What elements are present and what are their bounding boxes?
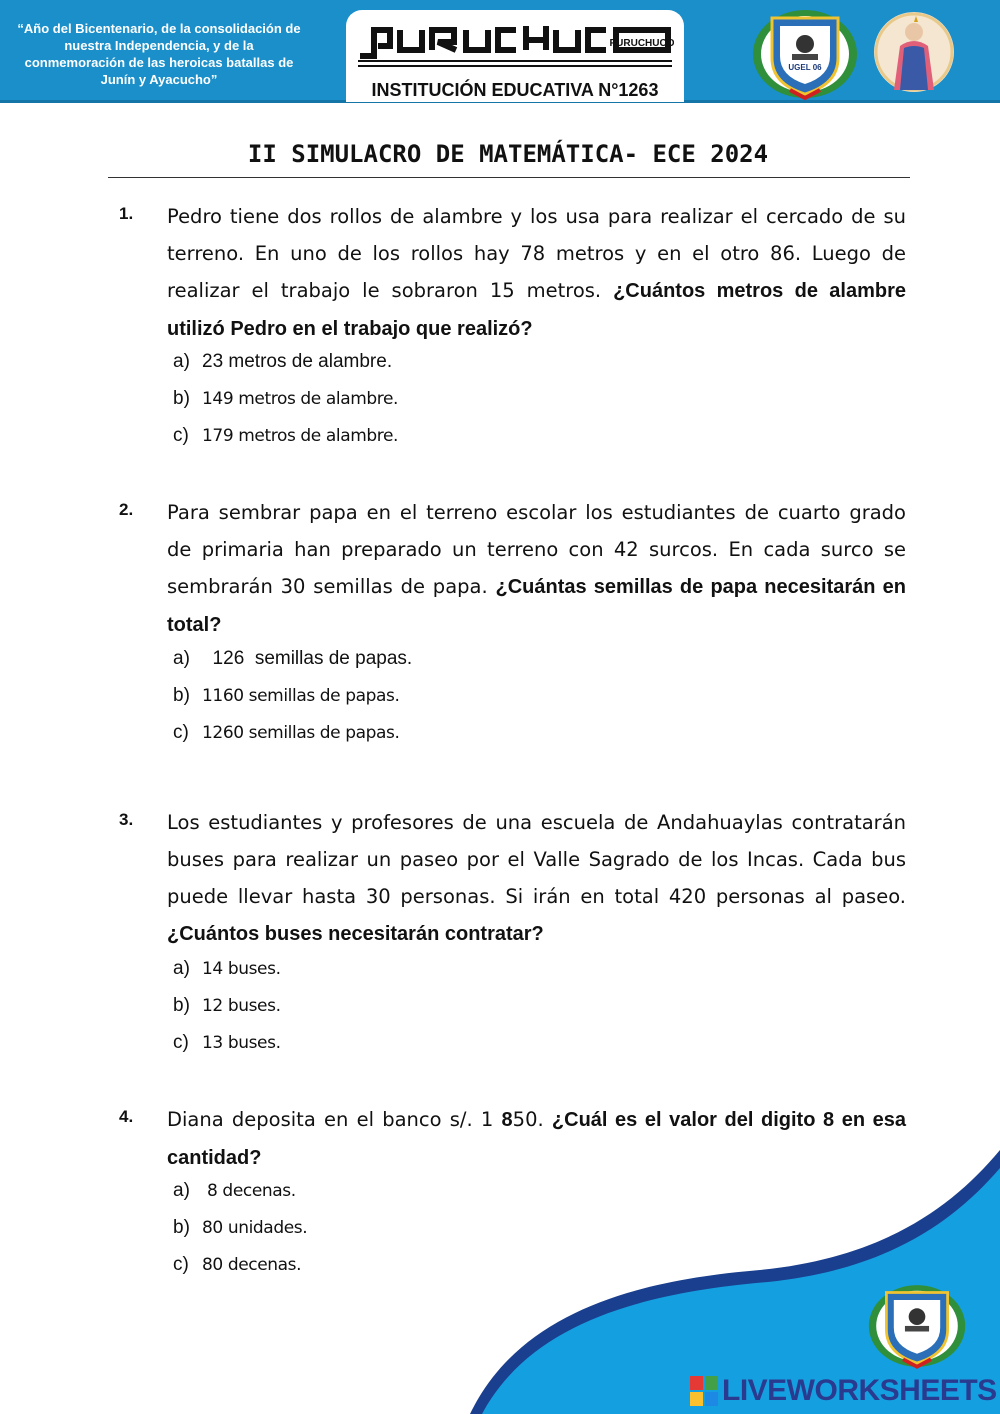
option-c[interactable] bbox=[173, 1024, 281, 1061]
answer-options bbox=[173, 1172, 307, 1283]
option-a[interactable] bbox=[173, 950, 281, 987]
question-statement: Los estudiantes y profesores de una escuela de Andahuaylas contratarán buses para realizar un paseo por el Valle Sagrado de los Incas. Cada bus puede llevar hasta 30 personas. Si irán en total 420 personas al paseo. bbox=[167, 811, 906, 908]
question-number: 3. bbox=[119, 810, 134, 829]
footer-crest-icon bbox=[866, 1276, 968, 1374]
question-statement-end: 50. bbox=[512, 1108, 544, 1131]
option-letter: b) bbox=[173, 1217, 190, 1238]
option-text: 8 decenas. bbox=[202, 1181, 296, 1201]
option-text: 179 metros de alambre. bbox=[202, 426, 399, 446]
school-logo bbox=[346, 10, 684, 102]
question-text bbox=[167, 494, 906, 644]
option-letter: c) bbox=[173, 425, 189, 446]
option-letter: c) bbox=[173, 722, 189, 743]
question-prompt: ¿Cuántos metros de alambre utilizó Pedro en el trabajo que realizó? bbox=[167, 280, 906, 340]
option-text: 126 semillas de papas. bbox=[202, 648, 413, 669]
option-text: 1260 semillas de papas. bbox=[202, 723, 400, 743]
liveworksheets-brand[interactable] bbox=[690, 1374, 997, 1408]
option-letter: b) bbox=[173, 995, 190, 1016]
option-letter: c) bbox=[173, 1032, 189, 1053]
option-letter: a) bbox=[173, 351, 190, 372]
question-statement: Diana deposita en el banco s/. 1 bbox=[167, 1108, 502, 1131]
question-text bbox=[167, 1101, 906, 1177]
institution-name: INSTITUCIÓN EDUCATIVA N°1263 bbox=[371, 80, 659, 100]
school-crest-icon bbox=[750, 6, 860, 100]
answer-options bbox=[173, 343, 398, 454]
page-title: II SIMULACRO DE MATEMÁTICA- ECE 2024 bbox=[247, 140, 769, 168]
option-letter: a) bbox=[173, 958, 190, 979]
footer-wave-decoration bbox=[0, 1140, 1000, 1414]
option-letter: c) bbox=[173, 1254, 189, 1275]
option-text: 14 buses. bbox=[202, 959, 281, 979]
option-letter: a) bbox=[173, 648, 190, 669]
option-letter: a) bbox=[173, 1180, 190, 1201]
option-b[interactable] bbox=[173, 380, 398, 417]
option-text: 80 unidades. bbox=[202, 1218, 308, 1238]
title-underline bbox=[108, 177, 910, 178]
crest-ugel-label: UGEL 06 bbox=[788, 63, 822, 72]
option-a[interactable] bbox=[173, 640, 412, 677]
question-number: 4. bbox=[119, 1107, 134, 1126]
question-statement: Para sembrar papa en el terreno escolar los estudiantes de cuarto grado de primaria han preparado un terreno con 42 surcos. En cada surco se sembrarán 30 semillas de papa. bbox=[167, 501, 906, 598]
question-number: 1. bbox=[119, 204, 134, 223]
question-text bbox=[167, 804, 906, 953]
question-number: 2. bbox=[119, 500, 134, 519]
option-c[interactable] bbox=[173, 714, 412, 751]
option-text: 80 decenas. bbox=[202, 1255, 302, 1275]
liveworksheets-logo-icon bbox=[690, 1376, 718, 1406]
option-letter: b) bbox=[173, 685, 190, 706]
question-prompt: ¿Cuál es el valor del digito 8 en esa cantidad? bbox=[167, 1109, 906, 1169]
option-c[interactable] bbox=[173, 417, 398, 454]
answer-options bbox=[173, 640, 412, 751]
answer-options bbox=[173, 950, 281, 1061]
option-letter: b) bbox=[173, 388, 190, 409]
question-prompt: ¿Cuántos buses necesitarán contratar? bbox=[167, 923, 544, 945]
option-text: 1160 semillas de papas. bbox=[202, 686, 400, 706]
option-text: 23 metros de alambre. bbox=[202, 351, 393, 372]
option-b[interactable] bbox=[173, 677, 412, 714]
option-c[interactable] bbox=[173, 1246, 307, 1283]
option-a[interactable] bbox=[173, 343, 398, 380]
question-text bbox=[167, 198, 906, 348]
puruchuco-wordmark-logo bbox=[356, 16, 674, 68]
header-motto: “Año del Bicentenario, de la consolidación de nuestra Independencia, y de la conmemoración de las heroicas batallas de Junín y Ayacucho” bbox=[17, 21, 301, 87]
logo-wordmark-text: PURUCHUCO bbox=[609, 38, 674, 49]
option-a[interactable] bbox=[173, 1172, 307, 1209]
option-b[interactable] bbox=[173, 987, 281, 1024]
option-text: 12 buses. bbox=[202, 996, 281, 1016]
liveworksheets-wordmark: LIVEWORKSHEETS bbox=[722, 1374, 997, 1407]
option-text: 13 buses. bbox=[202, 1033, 281, 1053]
option-b[interactable] bbox=[173, 1209, 307, 1246]
question-statement: Pedro tiene dos rollos de alambre y los usa para realizar el cercado de su terreno. En uno de los rollos hay 78 metros y en el otro 86. Luego de realizar el trabajo le sobraron 15 metros. bbox=[167, 205, 906, 302]
question-prompt: ¿Cuántas semillas de papa necesitarán en total? bbox=[167, 576, 907, 636]
option-text: 149 metros de alambre. bbox=[202, 389, 399, 409]
saint-image-icon bbox=[872, 6, 956, 98]
highlighted-digit: 8 bbox=[501, 1109, 513, 1131]
